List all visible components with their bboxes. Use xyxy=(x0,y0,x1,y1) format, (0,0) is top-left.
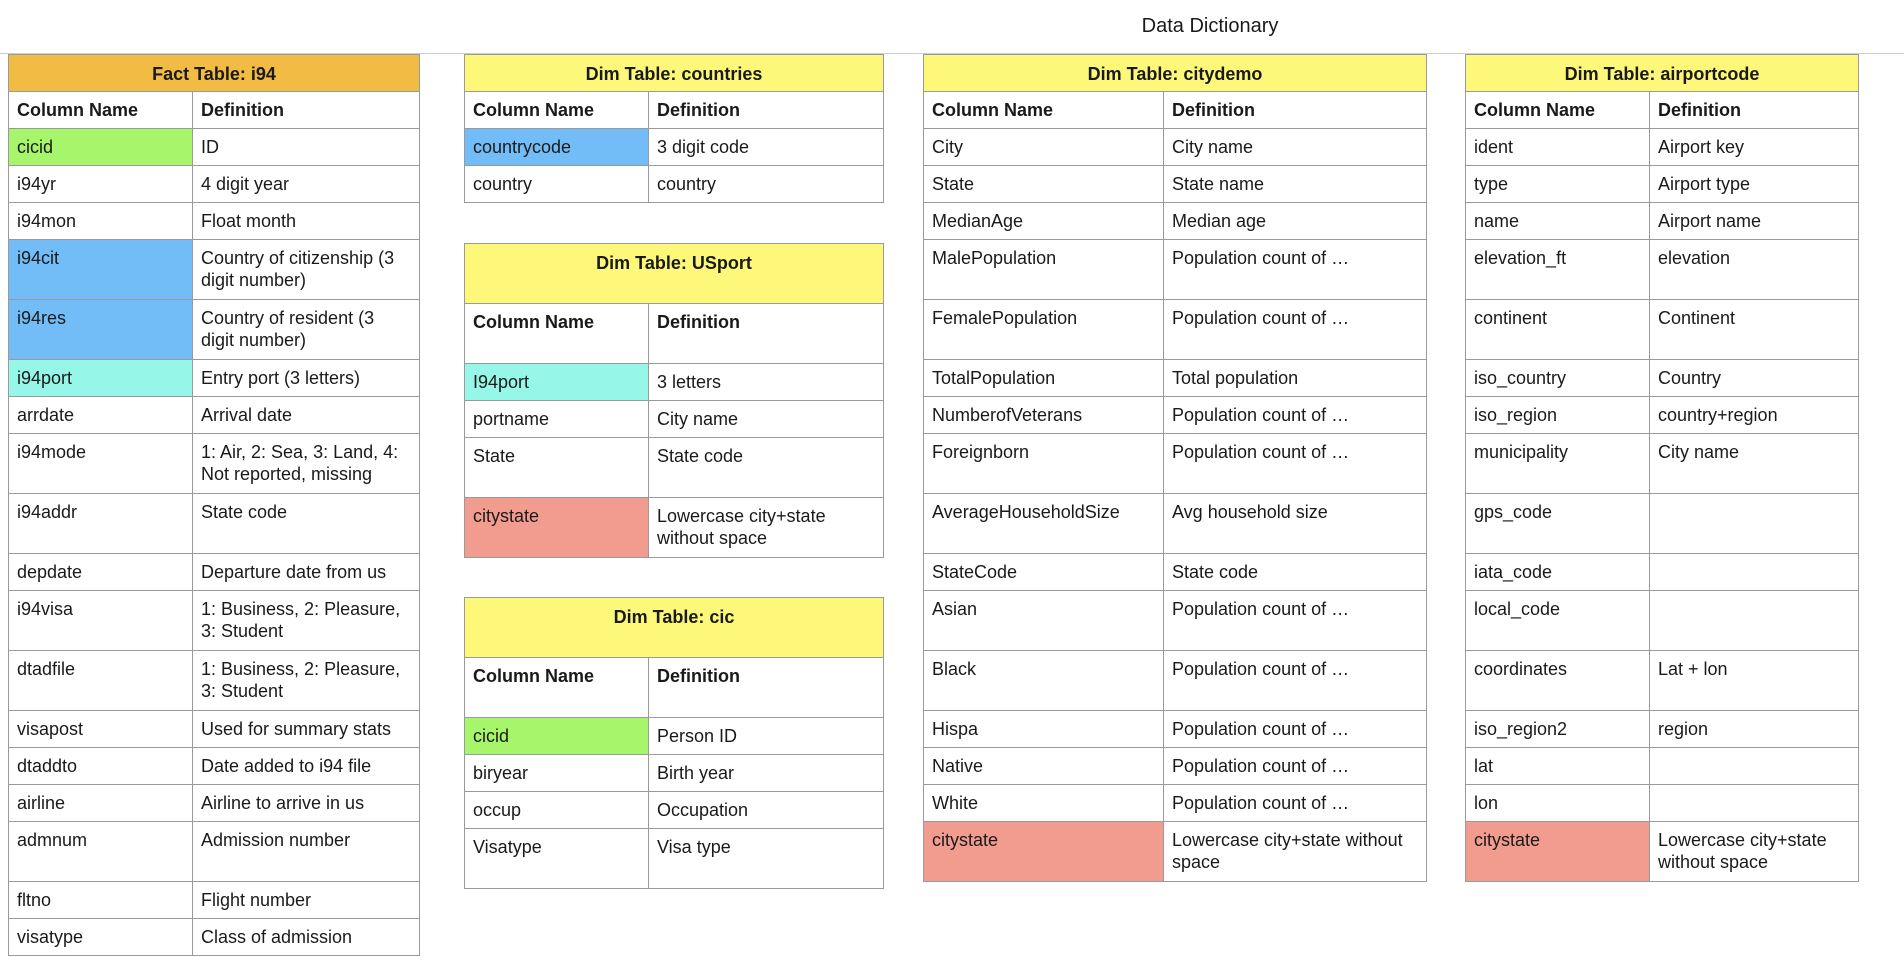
column-name-cell: MalePopulation xyxy=(924,240,1164,300)
column-name-cell: AverageHouseholdSize xyxy=(924,494,1164,554)
table-row xyxy=(9,240,420,300)
table-row xyxy=(465,498,884,558)
column-name-cell: iata_code xyxy=(1466,554,1650,591)
definition-cell: Visa type xyxy=(649,829,884,889)
column-name-cell: i94mon xyxy=(9,203,193,240)
table-row xyxy=(1466,785,1859,822)
table-row xyxy=(924,434,1427,494)
dim-table-cic xyxy=(464,597,884,889)
table-row xyxy=(924,300,1427,360)
definition-cell: Used for summary stats xyxy=(193,711,420,748)
table-row xyxy=(1466,434,1859,494)
table-row xyxy=(9,300,420,360)
table-row xyxy=(1466,494,1859,554)
column-name-cell: occup xyxy=(465,792,649,829)
table-row xyxy=(9,166,420,203)
definition-cell: Population count of … xyxy=(1164,711,1427,748)
definition-cell: Population count of … xyxy=(1164,748,1427,785)
column-name-header: Column Name xyxy=(1466,92,1650,129)
column-name-cell: Hispa xyxy=(924,711,1164,748)
definition-cell: 1: Air, 2: Sea, 3: Land, 4: Not reported, missing xyxy=(193,434,420,494)
table-row xyxy=(1466,203,1859,240)
table-row xyxy=(465,129,884,166)
table-title: Dim Table: USport xyxy=(465,244,884,304)
table-row xyxy=(9,882,420,919)
table-row xyxy=(9,494,420,554)
table-row xyxy=(924,203,1427,240)
column-name-cell: fltno xyxy=(9,882,193,919)
table-row xyxy=(1466,240,1859,300)
definition-cell: City name xyxy=(1164,129,1427,166)
definition-cell: country xyxy=(649,166,884,203)
table-title: Dim Table: citydemo xyxy=(924,55,1427,92)
table-row xyxy=(924,240,1427,300)
definition-header: Definition xyxy=(649,658,884,718)
table-row xyxy=(9,785,420,822)
definition-cell: Departure date from us xyxy=(193,554,420,591)
definition-cell: Airline to arrive in us xyxy=(193,785,420,822)
definition-cell: State code xyxy=(193,494,420,554)
definition-cell: 3 digit code xyxy=(649,129,884,166)
definition-cell: Country of resident (3 digit number) xyxy=(193,300,420,360)
column-name-cell: i94res xyxy=(9,300,193,360)
definition-cell: Continent xyxy=(1650,300,1859,360)
table-row xyxy=(1466,651,1859,711)
column-name-cell: elevation_ft xyxy=(1466,240,1650,300)
definition-cell xyxy=(1650,785,1859,822)
table-row xyxy=(9,711,420,748)
definition-cell: City name xyxy=(649,401,884,438)
definition-cell: Airport key xyxy=(1650,129,1859,166)
definition-cell: Population count of … xyxy=(1164,591,1427,651)
dim-table-countries xyxy=(464,54,884,203)
column-name-header: Column Name xyxy=(924,92,1164,129)
column-name-cell: citystate xyxy=(924,822,1164,882)
table-row xyxy=(465,755,884,792)
column-name-cell: Black xyxy=(924,651,1164,711)
page-title: Data Dictionary xyxy=(1141,15,1279,37)
column-name-cell: countrycode xyxy=(465,129,649,166)
table-row xyxy=(9,591,420,651)
table-row xyxy=(9,129,420,166)
column-name-cell: i94visa xyxy=(9,591,193,651)
definition-header: Definition xyxy=(649,92,884,129)
definition-cell: Population count of … xyxy=(1164,300,1427,360)
definition-cell: Country of citizenship (3 digit number) xyxy=(193,240,420,300)
table-title: Dim Table: airportcode xyxy=(1466,55,1859,92)
table-row xyxy=(1466,554,1859,591)
definition-cell: Lowercase city+state without space xyxy=(1164,822,1427,882)
column-name-cell: Visatype xyxy=(465,829,649,889)
column-name-header: Column Name xyxy=(465,92,649,129)
column-name-cell: i94yr xyxy=(9,166,193,203)
definition-cell xyxy=(1650,748,1859,785)
definition-cell: Date added to i94 file xyxy=(193,748,420,785)
table-row xyxy=(9,360,420,397)
table-row xyxy=(1466,129,1859,166)
column-name-cell: MedianAge xyxy=(924,203,1164,240)
definition-cell: Lowercase city+state without space xyxy=(649,498,884,558)
table-row xyxy=(465,829,884,889)
column-name-cell: NumberofVeterans xyxy=(924,397,1164,434)
table-row xyxy=(1466,166,1859,203)
definition-cell: Admission number xyxy=(193,822,420,882)
table-row xyxy=(9,651,420,711)
table-row xyxy=(1466,711,1859,748)
table-row xyxy=(9,554,420,591)
column-name-cell: municipality xyxy=(1466,434,1650,494)
table-row xyxy=(9,919,420,956)
definition-cell: Arrival date xyxy=(193,397,420,434)
definition-cell: 3 letters xyxy=(649,364,884,401)
definition-cell: country+region xyxy=(1650,397,1859,434)
definition-cell: 1: Business, 2: Pleasure, 3: Student xyxy=(193,591,420,651)
definition-cell: 4 digit year xyxy=(193,166,420,203)
column-name-cell: coordinates xyxy=(1466,651,1650,711)
table-title: Dim Table: countries xyxy=(465,55,884,92)
definition-cell: State code xyxy=(649,438,884,498)
column-name-cell: cicid xyxy=(465,718,649,755)
definition-header: Definition xyxy=(1650,92,1859,129)
table-row xyxy=(1466,300,1859,360)
column-name-cell: lat xyxy=(1466,748,1650,785)
definition-cell: Median age xyxy=(1164,203,1427,240)
definition-cell: region xyxy=(1650,711,1859,748)
column-name-header: Column Name xyxy=(465,304,649,364)
table-row xyxy=(924,360,1427,397)
definition-cell: Occupation xyxy=(649,792,884,829)
definition-cell: Population count of … xyxy=(1164,785,1427,822)
table-row xyxy=(924,494,1427,554)
column-name-cell: airline xyxy=(9,785,193,822)
column-name-cell: depdate xyxy=(9,554,193,591)
column-name-cell: iso_region xyxy=(1466,397,1650,434)
column-name-cell: ident xyxy=(1466,129,1650,166)
column-name-cell: TotalPopulation xyxy=(924,360,1164,397)
definition-cell: Flight number xyxy=(193,882,420,919)
table-row xyxy=(924,166,1427,203)
column-name-cell: I94port xyxy=(465,364,649,401)
column-name-cell: State xyxy=(465,438,649,498)
column-name-cell: StateCode xyxy=(924,554,1164,591)
table-row xyxy=(465,166,884,203)
definition-cell: State name xyxy=(1164,166,1427,203)
table-row xyxy=(924,651,1427,711)
column-name-cell: name xyxy=(1466,203,1650,240)
column-name-cell: State xyxy=(924,166,1164,203)
definition-cell: Float month xyxy=(193,203,420,240)
column-name-cell: dtaddto xyxy=(9,748,193,785)
column-name-cell: FemalePopulation xyxy=(924,300,1164,360)
table-row xyxy=(465,792,884,829)
table-row xyxy=(924,129,1427,166)
table-row xyxy=(9,397,420,434)
definition-cell: Population count of … xyxy=(1164,240,1427,300)
definition-header: Definition xyxy=(1164,92,1427,129)
table-row xyxy=(465,401,884,438)
definition-cell: Class of admission xyxy=(193,919,420,956)
column-name-cell: gps_code xyxy=(1466,494,1650,554)
column-name-cell: cicid xyxy=(9,129,193,166)
table-row xyxy=(924,748,1427,785)
definition-cell: Airport name xyxy=(1650,203,1859,240)
column-name-cell: visapost xyxy=(9,711,193,748)
definition-cell xyxy=(1650,494,1859,554)
column-name-cell: i94port xyxy=(9,360,193,397)
definition-cell: State code xyxy=(1164,554,1427,591)
dim-table-usport xyxy=(464,243,884,558)
definition-cell: Avg household size xyxy=(1164,494,1427,554)
table-title: Dim Table: cic xyxy=(465,598,884,658)
table-row xyxy=(1466,748,1859,785)
table-title: Fact Table: i94 xyxy=(9,55,420,92)
column-name-cell: City xyxy=(924,129,1164,166)
table-row xyxy=(9,748,420,785)
column-name-cell: type xyxy=(1466,166,1650,203)
definition-cell: City name xyxy=(1650,434,1859,494)
column-name-cell: i94mode xyxy=(9,434,193,494)
column-name-cell: iso_country xyxy=(1466,360,1650,397)
definition-cell: Population count of … xyxy=(1164,651,1427,711)
definition-cell: Airport type xyxy=(1650,166,1859,203)
table-row xyxy=(465,364,884,401)
column-name-cell: Native xyxy=(924,748,1164,785)
column-name-cell: visatype xyxy=(9,919,193,956)
column-name-cell: local_code xyxy=(1466,591,1650,651)
table-row xyxy=(924,397,1427,434)
table-row xyxy=(9,822,420,882)
table-row xyxy=(924,554,1427,591)
column-name-cell: White xyxy=(924,785,1164,822)
table-row xyxy=(1466,397,1859,434)
definition-header: Definition xyxy=(193,92,420,129)
definition-cell: Lat + lon xyxy=(1650,651,1859,711)
table-row xyxy=(924,591,1427,651)
definition-cell: Person ID xyxy=(649,718,884,755)
table-row xyxy=(465,438,884,498)
definition-header: Definition xyxy=(649,304,884,364)
column-name-cell: i94cit xyxy=(9,240,193,300)
column-name-cell: dtadfile xyxy=(9,651,193,711)
column-name-header: Column Name xyxy=(9,92,193,129)
definition-cell: elevation xyxy=(1650,240,1859,300)
definition-cell: Total population xyxy=(1164,360,1427,397)
definition-cell xyxy=(1650,554,1859,591)
definition-cell: ID xyxy=(193,129,420,166)
column-name-cell: country xyxy=(465,166,649,203)
fact-table-i94 xyxy=(8,54,420,956)
column-name-cell: biryear xyxy=(465,755,649,792)
dim-table-airportcode xyxy=(1465,54,1859,882)
column-name-cell: admnum xyxy=(9,822,193,882)
definition-cell: Country xyxy=(1650,360,1859,397)
definition-cell: 1: Business, 2: Pleasure, 3: Student xyxy=(193,651,420,711)
column-name-cell: citystate xyxy=(1466,822,1650,882)
column-name-cell: iso_region2 xyxy=(1466,711,1650,748)
column-name-cell: portname xyxy=(465,401,649,438)
table-row xyxy=(1466,360,1859,397)
column-name-header: Column Name xyxy=(465,658,649,718)
table-row xyxy=(924,822,1427,882)
definition-cell: Population count of … xyxy=(1164,397,1427,434)
column-name-cell: continent xyxy=(1466,300,1650,360)
dim-table-citydemo xyxy=(923,54,1427,882)
table-row xyxy=(465,718,884,755)
table-row xyxy=(924,711,1427,748)
definition-cell: Birth year xyxy=(649,755,884,792)
definition-cell: Entry port (3 letters) xyxy=(193,360,420,397)
table-row xyxy=(924,785,1427,822)
column-name-cell: arrdate xyxy=(9,397,193,434)
table-row xyxy=(9,434,420,494)
definition-cell: Population count of … xyxy=(1164,434,1427,494)
table-row xyxy=(1466,591,1859,651)
definition-cell: Lowercase city+state without space xyxy=(1650,822,1859,882)
column-name-cell: Foreignborn xyxy=(924,434,1164,494)
column-name-cell: i94addr xyxy=(9,494,193,554)
table-row xyxy=(9,203,420,240)
column-name-cell: citystate xyxy=(465,498,649,558)
table-row xyxy=(1466,822,1859,882)
definition-cell xyxy=(1650,591,1859,651)
column-name-cell: lon xyxy=(1466,785,1650,822)
column-name-cell: Asian xyxy=(924,591,1164,651)
